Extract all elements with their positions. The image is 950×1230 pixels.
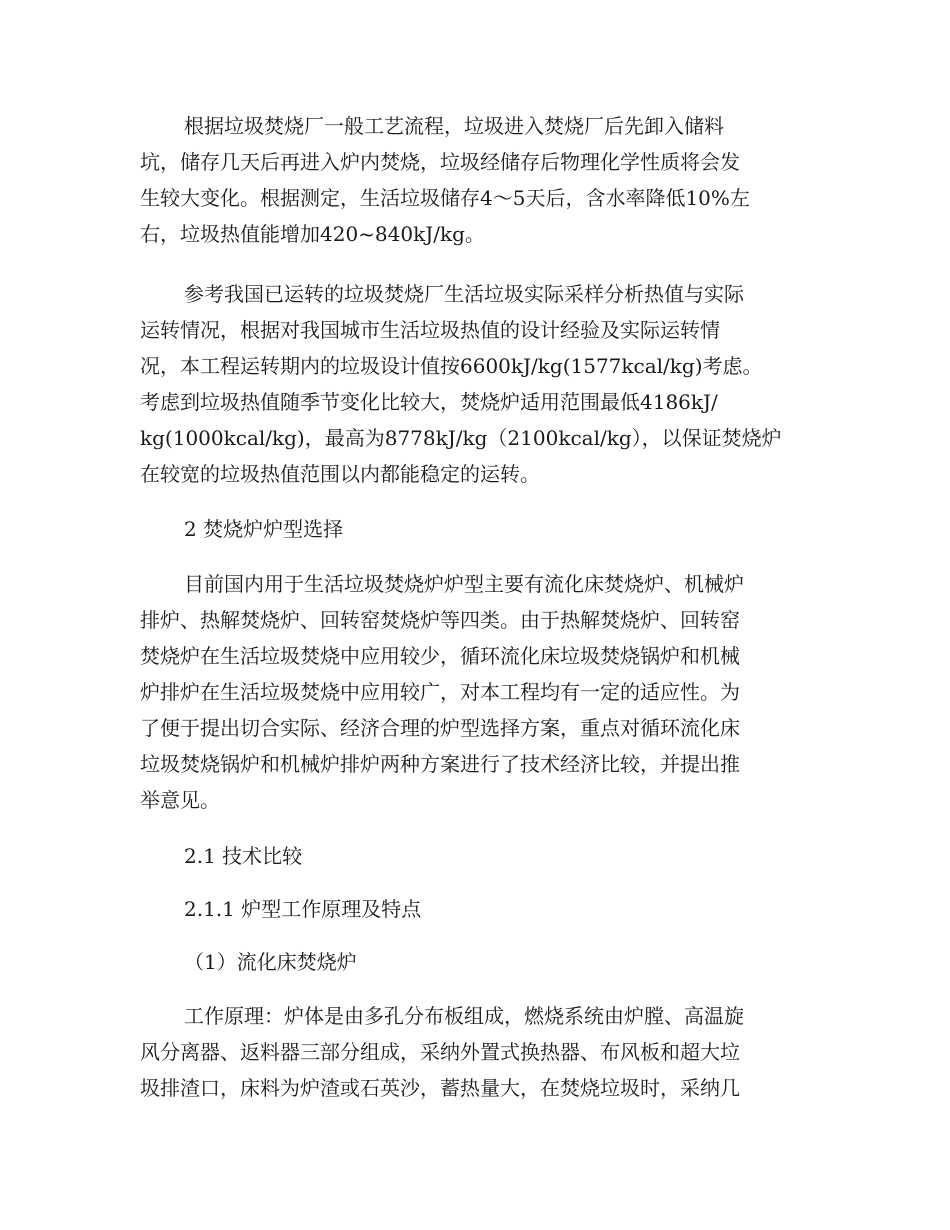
text-line: 炉排炉在生活垃圾焚烧中应用较广，对本工程均有一定的适应性。为 <box>140 680 740 704</box>
text-line: 坑，储存几天后再进入炉内焚烧，垃圾经储存后物理化学性质将会发 <box>140 150 740 174</box>
text-line: 根据垃圾焚烧厂一般工艺流程，垃圾进入焚烧厂后先卸入储料 <box>184 114 724 138</box>
text-line: 圾排渣口，床料为炉渣或石英沙，蓄热量大，在焚烧垃圾时，采纳几 <box>140 1076 740 1100</box>
text-line: 参考我国已运转的垃圾焚烧厂生活垃圾实际采样分析热值与实际 <box>184 282 744 306</box>
list-item-heading-1: （1）流化床焚烧炉 <box>184 950 357 974</box>
text-line: 况，本工程运转期内的垃圾设计值按6600kJ/kg(1577kcal/kg)考虑。 <box>140 354 763 378</box>
section-heading-2-1-1: 2.1.1 炉型工作原理及特点 <box>184 897 422 921</box>
text-line: 举意见。 <box>140 788 220 812</box>
paragraph-working-principle <box>140 998 815 1106</box>
paragraph-storage <box>140 108 815 252</box>
section-heading-2: 2 焚烧炉炉型选择 <box>184 517 344 541</box>
text-line: 工作原理：炉体是由多孔分布板组成，燃烧系统由炉膛、高温旋 <box>184 1004 744 1028</box>
paragraph-heat-value <box>140 276 815 492</box>
text-line: 风分离器、返料器三部分组成，采纳外置式换热器、布风板和超大垃 <box>140 1040 740 1064</box>
section-heading-2-1: 2.1 技术比较 <box>184 844 303 868</box>
text-line: 排炉、热解焚烧炉、回转窑焚烧炉等四类。由于热解焚烧炉、回转窑 <box>140 608 740 632</box>
paragraph-furnace-types <box>140 566 815 818</box>
text-line: 右，垃圾热值能增加420~840kJ/kg。 <box>140 222 485 246</box>
text-line: 在较宽的垃圾热值范围以内都能稳定的运转。 <box>140 462 540 486</box>
text-line: 运转情况，根据对我国城市生活垃圾热值的设计经验及实际运转情 <box>140 318 720 342</box>
text-line: 了便于提出切合实际、经济合理的炉型选择方案，重点对循环流化床 <box>140 716 740 740</box>
text-line: 目前国内用于生活垃圾焚烧炉炉型主要有流化床焚烧炉、机械炉 <box>184 572 744 596</box>
text-line: kg(1000kcal/kg)，最高为8778kJ/kg（2100kcal/kg），以保证焚烧炉 <box>140 426 782 450</box>
text-line: 生较大变化。根据测定，生活垃圾储存4～5天后，含水率降低10%左 <box>140 186 750 210</box>
text-line: 考虑到垃圾热值随季节变化比较大，焚烧炉适用范围最低4186kJ/ <box>140 390 718 414</box>
text-line: 焚烧炉在生活垃圾焚烧中应用较少，循环流化床垃圾焚烧锅炉和机械 <box>140 644 740 668</box>
text-line: 垃圾焚烧锅炉和机械炉排炉两种方案进行了技术经济比较，并提出推 <box>140 752 740 776</box>
